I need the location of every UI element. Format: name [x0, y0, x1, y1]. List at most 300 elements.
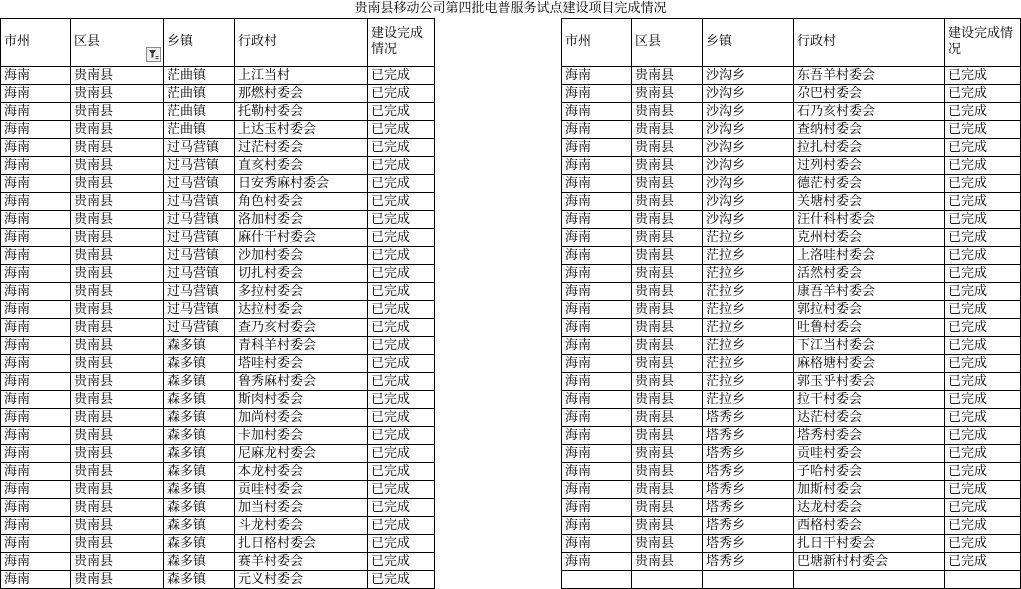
table-row: [562, 103, 1021, 121]
cell-district[interactable]: 贵南县: [71, 265, 164, 283]
cell-district[interactable]: 贵南县: [632, 229, 703, 247]
cell-village[interactable]: 西格村委会: [794, 517, 945, 535]
cell-village[interactable]: 斯肉村委会: [235, 391, 368, 409]
cell-city[interactable]: 海南: [1, 409, 71, 427]
cell-status[interactable]: 已完成: [368, 265, 435, 283]
cell-city[interactable]: 海南: [1, 517, 71, 535]
cell-village[interactable]: 过茫村委会: [235, 139, 368, 157]
cell-district[interactable]: 贵南县: [632, 553, 703, 571]
cell-town[interactable]: 过马营镇: [164, 265, 235, 283]
cell-village[interactable]: 过列村委会: [794, 157, 945, 175]
cell-village[interactable]: 克州村委会: [794, 229, 945, 247]
cell-city[interactable]: 海南: [562, 373, 632, 391]
cell-city[interactable]: 海南: [562, 445, 632, 463]
cell-village[interactable]: 元义村委会: [235, 571, 368, 589]
cell-village[interactable]: 加当村委会: [235, 499, 368, 517]
header-district[interactable]: [71, 18, 164, 67]
cell-city[interactable]: 海南: [562, 499, 632, 517]
cell-town[interactable]: 森多镇: [164, 463, 235, 481]
cell-status[interactable]: 已完成: [368, 139, 435, 157]
cell-status[interactable]: 已完成: [368, 553, 435, 571]
cell-city[interactable]: 海南: [1, 535, 71, 553]
cell-status[interactable]: 已完成: [368, 283, 435, 301]
cell-town[interactable]: 森多镇: [164, 553, 235, 571]
cell-district[interactable]: 贵南县: [71, 355, 164, 373]
cell-village[interactable]: 查乃亥村委会: [235, 319, 368, 337]
cell-district[interactable]: 贵南县: [71, 157, 164, 175]
cell-city[interactable]: 海南: [1, 499, 71, 517]
cell-village[interactable]: 贡哇村委会: [794, 445, 945, 463]
cell-city[interactable]: 海南: [562, 337, 632, 355]
cell-village[interactable]: 多拉村委会: [235, 283, 368, 301]
cell-status[interactable]: 已完成: [945, 247, 1021, 265]
cell-city[interactable]: 海南: [1, 463, 71, 481]
cell-city[interactable]: 海南: [562, 229, 632, 247]
cell-district[interactable]: 贵南县: [632, 283, 703, 301]
cell-district[interactable]: 贵南县: [632, 481, 703, 499]
cell-city[interactable]: 海南: [1, 103, 71, 121]
cell-village[interactable]: 贡哇村委会: [235, 481, 368, 499]
cell-city[interactable]: 海南: [1, 301, 71, 319]
cell-village[interactable]: 塔哇村委会: [235, 355, 368, 373]
filter-icon[interactable]: [146, 47, 161, 62]
cell-district[interactable]: 贵南县: [71, 229, 164, 247]
cell-status[interactable]: 已完成: [945, 355, 1021, 373]
cell-city[interactable]: 海南: [1, 319, 71, 337]
cell-district[interactable]: 贵南县: [71, 319, 164, 337]
cell-city[interactable]: 海南: [1, 373, 71, 391]
cell-district[interactable]: 贵南县: [632, 175, 703, 193]
cell-district[interactable]: 贵南县: [632, 445, 703, 463]
cell-city[interactable]: 海南: [562, 121, 632, 139]
cell-town[interactable]: 过马营镇: [164, 301, 235, 319]
cell-town[interactable]: 沙沟乡: [703, 193, 794, 211]
cell-city[interactable]: 海南: [562, 553, 632, 571]
cell-status[interactable]: [945, 571, 1021, 589]
cell-district[interactable]: 贵南县: [71, 67, 164, 85]
cell-status[interactable]: 已完成: [945, 517, 1021, 535]
cell-town[interactable]: 茫拉乡: [703, 229, 794, 247]
cell-village[interactable]: 塔秀村委会: [794, 427, 945, 445]
cell-town[interactable]: 茫拉乡: [703, 355, 794, 373]
cell-status[interactable]: 已完成: [368, 67, 435, 85]
cell-village[interactable]: 子哈村委会: [794, 463, 945, 481]
cell-status[interactable]: 已完成: [945, 409, 1021, 427]
cell-town[interactable]: 过马营镇: [164, 247, 235, 265]
cell-village[interactable]: 下江当村委会: [794, 337, 945, 355]
cell-district[interactable]: 贵南县: [71, 445, 164, 463]
cell-town[interactable]: 森多镇: [164, 499, 235, 517]
cell-status[interactable]: 已完成: [368, 427, 435, 445]
cell-city[interactable]: 海南: [1, 175, 71, 193]
cell-city[interactable]: 海南: [562, 139, 632, 157]
cell-district[interactable]: 贵南县: [71, 481, 164, 499]
cell-status[interactable]: 已完成: [368, 85, 435, 103]
cell-town[interactable]: 沙沟乡: [703, 67, 794, 85]
cell-village[interactable]: 巴塘新村村委会: [794, 553, 945, 571]
cell-district[interactable]: 贵南县: [71, 571, 164, 589]
table-row: [1, 247, 435, 265]
cell-district[interactable]: 贵南县: [632, 85, 703, 103]
cell-city[interactable]: 海南: [562, 265, 632, 283]
cell-town[interactable]: 塔秀乡: [703, 499, 794, 517]
cell-town[interactable]: 森多镇: [164, 535, 235, 553]
cell-status[interactable]: 已完成: [945, 301, 1021, 319]
cell-district[interactable]: 贵南县: [632, 427, 703, 445]
cell-status[interactable]: 已完成: [945, 463, 1021, 481]
cell-status[interactable]: 已完成: [368, 391, 435, 409]
cell-town[interactable]: 森多镇: [164, 355, 235, 373]
cell-city[interactable]: [562, 571, 632, 589]
cell-district[interactable]: 贵南县: [71, 139, 164, 157]
cell-status[interactable]: 已完成: [945, 139, 1021, 157]
cell-status[interactable]: 已完成: [945, 337, 1021, 355]
cell-status[interactable]: 已完成: [368, 463, 435, 481]
cell-district[interactable]: 贵南县: [71, 193, 164, 211]
cell-town[interactable]: 森多镇: [164, 391, 235, 409]
cell-district[interactable]: 贵南县: [71, 337, 164, 355]
cell-status[interactable]: 已完成: [945, 85, 1021, 103]
cell-town[interactable]: 沙沟乡: [703, 103, 794, 121]
cell-city[interactable]: 海南: [562, 85, 632, 103]
cell-city[interactable]: 海南: [562, 247, 632, 265]
cell-district[interactable]: 贵南县: [71, 373, 164, 391]
cell-town[interactable]: 过马营镇: [164, 319, 235, 337]
cell-town[interactable]: 茫拉乡: [703, 301, 794, 319]
cell-district[interactable]: 贵南县: [632, 247, 703, 265]
cell-city[interactable]: 海南: [1, 355, 71, 373]
cell-status[interactable]: 已完成: [368, 499, 435, 517]
cell-town[interactable]: 过马营镇: [164, 283, 235, 301]
cell-town[interactable]: 过马营镇: [164, 229, 235, 247]
cell-town[interactable]: 塔秀乡: [703, 517, 794, 535]
cell-town[interactable]: 森多镇: [164, 445, 235, 463]
cell-village[interactable]: 拉扎村委会: [794, 139, 945, 157]
cell-city[interactable]: 海南: [1, 139, 71, 157]
cell-city[interactable]: 海南: [562, 103, 632, 121]
cell-village[interactable]: 本龙村委会: [235, 463, 368, 481]
cell-city[interactable]: 海南: [1, 265, 71, 283]
cell-status[interactable]: 已完成: [945, 157, 1021, 175]
cell-town[interactable]: 沙沟乡: [703, 175, 794, 193]
cell-village[interactable]: 石乃亥村委会: [794, 103, 945, 121]
cell-town[interactable]: 茫曲镇: [164, 103, 235, 121]
cell-district[interactable]: 贵南县: [632, 103, 703, 121]
cell-city[interactable]: 海南: [1, 337, 71, 355]
cell-town[interactable]: 塔秀乡: [703, 553, 794, 571]
cell-town[interactable]: 塔秀乡: [703, 445, 794, 463]
cell-district[interactable]: 贵南县: [632, 355, 703, 373]
cell-district[interactable]: 贵南县: [632, 409, 703, 427]
cell-city[interactable]: 海南: [562, 193, 632, 211]
cell-city[interactable]: 海南: [562, 409, 632, 427]
cell-town[interactable]: 茫拉乡: [703, 265, 794, 283]
cell-status[interactable]: 已完成: [945, 481, 1021, 499]
cell-status[interactable]: 已完成: [945, 553, 1021, 571]
cell-city[interactable]: 海南: [1, 157, 71, 175]
cell-town[interactable]: 沙沟乡: [703, 139, 794, 157]
cell-village[interactable]: 直亥村委会: [235, 157, 368, 175]
cell-town[interactable]: 森多镇: [164, 427, 235, 445]
cell-town[interactable]: 过马营镇: [164, 193, 235, 211]
cell-city[interactable]: 海南: [562, 427, 632, 445]
cell-village[interactable]: 尕巴村委会: [794, 85, 945, 103]
cell-town[interactable]: 茫曲镇: [164, 67, 235, 85]
cell-village[interactable]: 洛加村委会: [235, 211, 368, 229]
cell-town[interactable]: [703, 571, 794, 589]
table-row: [1, 175, 435, 193]
cell-district[interactable]: 贵南县: [632, 121, 703, 139]
cell-town[interactable]: 森多镇: [164, 571, 235, 589]
cell-district[interactable]: 贵南县: [71, 211, 164, 229]
cell-village[interactable]: 达龙村委会: [794, 499, 945, 517]
cell-city[interactable]: 海南: [562, 283, 632, 301]
cell-town[interactable]: 森多镇: [164, 481, 235, 499]
cell-town[interactable]: 过马营镇: [164, 211, 235, 229]
cell-status[interactable]: 已完成: [945, 427, 1021, 445]
cell-town[interactable]: 茫拉乡: [703, 319, 794, 337]
cell-village[interactable]: 达茫村委会: [794, 409, 945, 427]
cell-city[interactable]: 海南: [562, 391, 632, 409]
cell-village[interactable]: 东吾羊村委会: [794, 67, 945, 85]
cell-town[interactable]: 过马营镇: [164, 139, 235, 157]
cell-city[interactable]: 海南: [562, 301, 632, 319]
cell-status[interactable]: 已完成: [945, 535, 1021, 553]
cell-town[interactable]: 过马营镇: [164, 175, 235, 193]
cell-district[interactable]: 贵南县: [632, 499, 703, 517]
cell-town[interactable]: 过马营镇: [164, 157, 235, 175]
cell-town[interactable]: 森多镇: [164, 409, 235, 427]
cell-status[interactable]: 已完成: [945, 175, 1021, 193]
cell-village[interactable]: 切扎村委会: [235, 265, 368, 283]
cell-city[interactable]: 海南: [562, 517, 632, 535]
cell-town[interactable]: 茫曲镇: [164, 121, 235, 139]
cell-district[interactable]: 贵南县: [632, 157, 703, 175]
cell-district[interactable]: 贵南县: [632, 391, 703, 409]
cell-town[interactable]: 森多镇: [164, 337, 235, 355]
cell-city[interactable]: 海南: [1, 193, 71, 211]
cell-village[interactable]: 斗龙村委会: [235, 517, 368, 535]
cell-village[interactable]: 角色村委会: [235, 193, 368, 211]
cell-district[interactable]: 贵南县: [71, 427, 164, 445]
cell-village[interactable]: 德茫村委会: [794, 175, 945, 193]
cell-district[interactable]: 贵南县: [632, 67, 703, 85]
cell-status[interactable]: 已完成: [945, 67, 1021, 85]
cell-status[interactable]: 已完成: [945, 445, 1021, 463]
cell-status[interactable]: 已完成: [945, 229, 1021, 247]
cell-city[interactable]: 海南: [562, 319, 632, 337]
cell-city[interactable]: 海南: [1, 391, 71, 409]
cell-city[interactable]: 海南: [562, 535, 632, 553]
cell-city[interactable]: 海南: [1, 445, 71, 463]
cell-status[interactable]: 已完成: [368, 121, 435, 139]
cell-district[interactable]: 贵南县: [632, 139, 703, 157]
table-row: [1, 67, 435, 85]
cell-town[interactable]: 沙沟乡: [703, 121, 794, 139]
cell-district[interactable]: 贵南县: [632, 301, 703, 319]
cell-city[interactable]: 海南: [562, 355, 632, 373]
cell-village[interactable]: 鲁秀麻村委会: [235, 373, 368, 391]
cell-status[interactable]: 已完成: [368, 409, 435, 427]
cell-city[interactable]: 海南: [562, 463, 632, 481]
cell-district[interactable]: 贵南县: [632, 463, 703, 481]
cell-status[interactable]: 已完成: [368, 247, 435, 265]
cell-status[interactable]: 已完成: [368, 373, 435, 391]
cell-district[interactable]: 贵南县: [71, 517, 164, 535]
cell-village[interactable]: 活然村委会: [794, 265, 945, 283]
cell-town[interactable]: 沙沟乡: [703, 211, 794, 229]
cell-status[interactable]: 已完成: [368, 301, 435, 319]
cell-district[interactable]: 贵南县: [71, 247, 164, 265]
cell-status[interactable]: 已完成: [368, 193, 435, 211]
cell-town[interactable]: 塔秀乡: [703, 481, 794, 499]
cell-district[interactable]: 贵南县: [71, 301, 164, 319]
cell-village[interactable]: 郭玉乎村委会: [794, 373, 945, 391]
cell-district[interactable]: 贵南县: [71, 175, 164, 193]
cell-town[interactable]: 塔秀乡: [703, 427, 794, 445]
cell-status[interactable]: 已完成: [945, 319, 1021, 337]
cell-town[interactable]: 茫拉乡: [703, 391, 794, 409]
cell-village[interactable]: 汪什科村委会: [794, 211, 945, 229]
cell-city[interactable]: 海南: [1, 229, 71, 247]
cell-town[interactable]: 塔秀乡: [703, 409, 794, 427]
cell-district[interactable]: 贵南县: [71, 499, 164, 517]
cell-village[interactable]: 麻什干村委会: [235, 229, 368, 247]
table-row: [562, 175, 1021, 193]
cell-town[interactable]: 塔秀乡: [703, 535, 794, 553]
cell-district[interactable]: 贵南县: [71, 463, 164, 481]
cell-city[interactable]: 海南: [562, 211, 632, 229]
cell-status[interactable]: 已完成: [945, 193, 1021, 211]
cell-village[interactable]: 沙加村委会: [235, 247, 368, 265]
cell-status[interactable]: 已完成: [368, 571, 435, 589]
cell-district[interactable]: 贵南县: [632, 319, 703, 337]
cell-status[interactable]: 已完成: [368, 355, 435, 373]
cell-city[interactable]: 海南: [562, 175, 632, 193]
cell-status[interactable]: 已完成: [368, 517, 435, 535]
cell-village[interactable]: [794, 571, 945, 589]
cell-status[interactable]: 已完成: [368, 319, 435, 337]
cell-city[interactable]: 海南: [562, 481, 632, 499]
cell-city[interactable]: 海南: [1, 553, 71, 571]
cell-town[interactable]: 森多镇: [164, 517, 235, 535]
cell-city[interactable]: 海南: [1, 427, 71, 445]
cell-status[interactable]: 已完成: [368, 445, 435, 463]
cell-district[interactable]: 贵南县: [632, 211, 703, 229]
cell-town[interactable]: 茫曲镇: [164, 85, 235, 103]
cell-district[interactable]: 贵南县: [632, 193, 703, 211]
cell-town[interactable]: 沙沟乡: [703, 157, 794, 175]
cell-district[interactable]: 贵南县: [71, 553, 164, 571]
cell-city[interactable]: 海南: [1, 481, 71, 499]
cell-status[interactable]: 已完成: [368, 211, 435, 229]
cell-district[interactable]: 贵南县: [632, 517, 703, 535]
cell-village[interactable]: 上洛哇村委会: [794, 247, 945, 265]
cell-village[interactable]: 康吾羊村委会: [794, 283, 945, 301]
cell-village[interactable]: 达拉村委会: [235, 301, 368, 319]
cell-district[interactable]: 贵南县: [71, 103, 164, 121]
cell-district[interactable]: 贵南县: [71, 85, 164, 103]
cell-village[interactable]: 托勒村委会: [235, 103, 368, 121]
cell-city[interactable]: 海南: [562, 157, 632, 175]
cell-district[interactable]: [632, 571, 703, 589]
cell-town[interactable]: 茫拉乡: [703, 247, 794, 265]
cell-district[interactable]: 贵南县: [632, 337, 703, 355]
cell-town[interactable]: 茫拉乡: [703, 283, 794, 301]
cell-village[interactable]: 关塘村委会: [794, 193, 945, 211]
cell-district[interactable]: 贵南县: [632, 535, 703, 553]
cell-town[interactable]: 沙沟乡: [703, 85, 794, 103]
cell-status[interactable]: 已完成: [368, 157, 435, 175]
cell-village[interactable]: 吐鲁村委会: [794, 319, 945, 337]
cell-city[interactable]: 海南: [1, 283, 71, 301]
cell-status[interactable]: 已完成: [368, 175, 435, 193]
cell-city[interactable]: 海南: [1, 211, 71, 229]
cell-status[interactable]: 已完成: [945, 499, 1021, 517]
cell-village[interactable]: 查纳村委会: [794, 121, 945, 139]
cell-town[interactable]: 茫拉乡: [703, 337, 794, 355]
cell-village[interactable]: 日安秀麻村委会: [235, 175, 368, 193]
cell-district[interactable]: 贵南县: [632, 373, 703, 391]
cell-village[interactable]: 扎日干村委会: [794, 535, 945, 553]
cell-district[interactable]: 贵南县: [632, 265, 703, 283]
cell-village[interactable]: 青科羊村委会: [235, 337, 368, 355]
cell-village[interactable]: 尼麻龙村委会: [235, 445, 368, 463]
cell-city[interactable]: 海南: [1, 121, 71, 139]
header-village: 行政村: [794, 18, 945, 67]
table-row: [1, 319, 435, 337]
cell-status[interactable]: 已完成: [945, 121, 1021, 139]
cell-status[interactable]: 已完成: [368, 535, 435, 553]
cell-village[interactable]: 加尚村委会: [235, 409, 368, 427]
cell-status[interactable]: 已完成: [945, 265, 1021, 283]
cell-status[interactable]: 已完成: [945, 103, 1021, 121]
cell-district[interactable]: 贵南县: [71, 283, 164, 301]
cell-status[interactable]: 已完成: [945, 211, 1021, 229]
cell-city[interactable]: 海南: [1, 67, 71, 85]
cell-village[interactable]: 扎日格村委会: [235, 535, 368, 553]
cell-village[interactable]: 郭拉村委会: [794, 301, 945, 319]
cell-status[interactable]: 已完成: [368, 337, 435, 355]
cell-status[interactable]: 已完成: [368, 103, 435, 121]
cell-village[interactable]: 上达玉村委会: [235, 121, 368, 139]
cell-district[interactable]: 贵南县: [71, 391, 164, 409]
cell-city[interactable]: 海南: [1, 571, 71, 589]
cell-city[interactable]: 海南: [562, 67, 632, 85]
cell-status[interactable]: 已完成: [945, 283, 1021, 301]
cell-district[interactable]: 贵南县: [71, 409, 164, 427]
cell-village[interactable]: 麻格塘村委会: [794, 355, 945, 373]
cell-status[interactable]: 已完成: [368, 229, 435, 247]
cell-town[interactable]: 森多镇: [164, 373, 235, 391]
cell-village[interactable]: 拉干村委会: [794, 391, 945, 409]
cell-village[interactable]: 赛羊村委会: [235, 553, 368, 571]
cell-village[interactable]: 加斯村委会: [794, 481, 945, 499]
cell-city[interactable]: 海南: [1, 85, 71, 103]
cell-status[interactable]: 已完成: [945, 391, 1021, 409]
cell-district[interactable]: 贵南县: [71, 121, 164, 139]
table-row: [562, 409, 1021, 427]
cell-status[interactable]: 已完成: [945, 373, 1021, 391]
cell-village[interactable]: 卡加村委会: [235, 427, 368, 445]
cell-district[interactable]: 贵南县: [71, 535, 164, 553]
cell-town[interactable]: 塔秀乡: [703, 463, 794, 481]
cell-village[interactable]: 那燃村委会: [235, 85, 368, 103]
cell-town[interactable]: 茫拉乡: [703, 373, 794, 391]
cell-status[interactable]: 已完成: [368, 481, 435, 499]
cell-village[interactable]: 上江当村: [235, 67, 368, 85]
cell-city[interactable]: 海南: [1, 247, 71, 265]
